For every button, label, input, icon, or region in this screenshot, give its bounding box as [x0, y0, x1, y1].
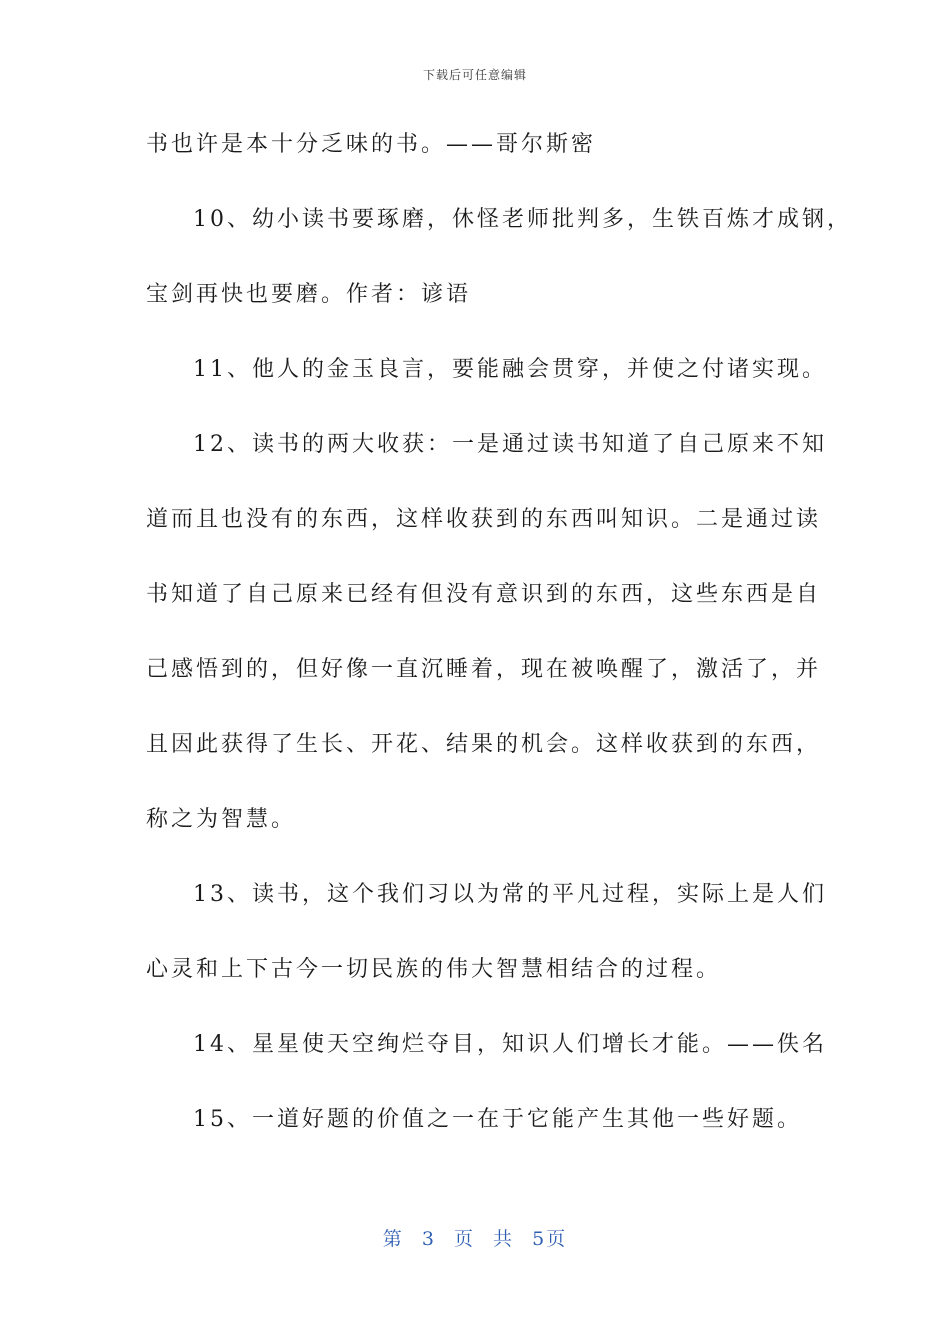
page-number: 3 — [421, 1228, 436, 1250]
text-line: 道而且也没有的东西，这样收获到的东西叫知识。二是通过读 — [146, 507, 822, 532]
page-header: 下载后可任意编辑 — [422, 68, 527, 82]
text-line: 12、读书的两大收获：一是通过读书知道了自己原来不知 — [193, 432, 827, 457]
page-unit: 页 — [453, 1228, 475, 1250]
page-label: 第 — [382, 1228, 404, 1250]
text-line: 且因此获得了生长、开花、结果的机会。这样收获到的东西， — [146, 732, 822, 757]
text-line: 己感悟到的，但好像一直沉睡着，现在被唤醒了，激活了，并 — [146, 657, 822, 682]
total-pages: 5页 — [532, 1228, 568, 1250]
text-line: 15、一道好题的价值之一在于它能产生其他一些好题。 — [193, 1107, 802, 1132]
text-line: 10、幼小读书要琢磨，休怪老师批判多，生铁百炼才成钢， — [193, 207, 852, 232]
document-body — [146, 120, 852, 1170]
text-line: 14、星星使天空绚烂夺目，知识人们增长才能。——佚名 — [193, 1032, 827, 1057]
text-line: 宝剑再快也要磨。作者：谚语 — [146, 282, 472, 307]
total-label: 共 — [493, 1228, 515, 1250]
text-line: 书知道了自己原来已经有但没有意识到的东西，这些东西是自 — [146, 582, 822, 607]
text-line: 心灵和上下古今一切民族的伟大智慧相结合的过程。 — [146, 957, 722, 982]
page-footer — [0, 1224, 950, 1251]
text-line: 称之为智慧。 — [146, 807, 297, 832]
text-line: 11、他人的金玉良言，要能融会贯穿，并使之付诸实现。 — [193, 357, 827, 382]
text-line: 书也许是本十分乏味的书。——哥尔斯密 — [146, 132, 597, 157]
text-line: 13、读书，这个我们习以为常的平凡过程，实际上是人们 — [193, 882, 827, 907]
